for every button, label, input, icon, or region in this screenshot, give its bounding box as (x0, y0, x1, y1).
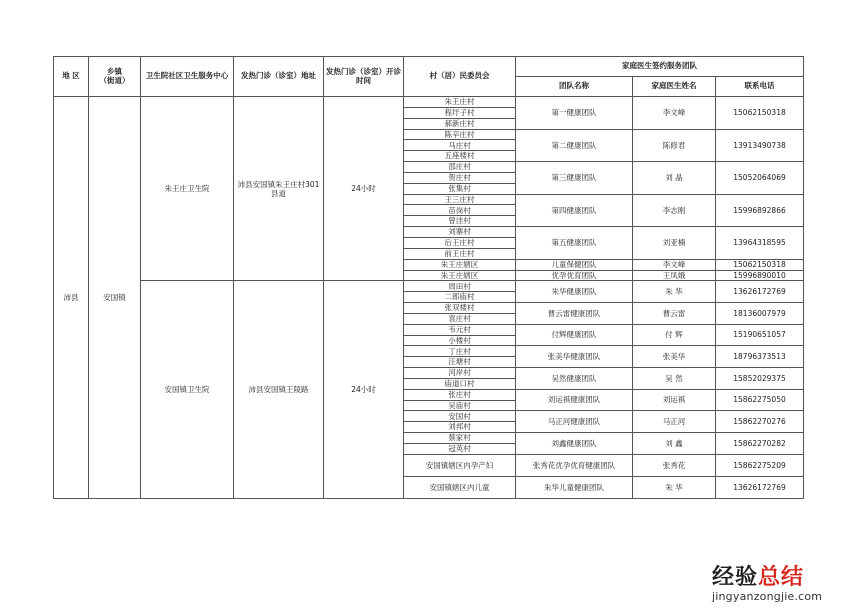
village-cell: 二郎庙村 (404, 292, 516, 303)
team-name-cell: 优孕优育团队 (516, 270, 633, 281)
doctor-name-cell: 陈修君 (633, 129, 716, 162)
header-phone: 联系电话 (716, 77, 804, 97)
doctor-name-cell: 王凤娥 (633, 270, 716, 281)
watermark (712, 560, 852, 603)
village-cell: 曾洼村 (404, 216, 516, 227)
village-cell: 小楼村 (404, 335, 516, 346)
phone-cell: 15052064069 (716, 162, 804, 195)
team-name-cell: 刘鑫健康团队 (516, 433, 633, 455)
clinic-hours-cell: 24小时 (324, 97, 404, 281)
team-name-cell: 第五健康团队 (516, 227, 633, 260)
team-name-cell: 刘运祺健康团队 (516, 389, 633, 411)
service-team-table (53, 56, 804, 499)
doctor-name-cell: 朱 华 (633, 281, 716, 303)
clinic-address-cell: 沛县安国镇朱王庄村301县道 (234, 97, 324, 281)
team-name-cell: 第二健康团队 (516, 129, 633, 162)
phone-cell: 13626172769 (716, 281, 804, 303)
doctor-name-cell: 刘运祺 (633, 389, 716, 411)
header-team-group: 家庭医生签约服务团队 (516, 57, 804, 77)
phone-cell: 15062150318 (716, 97, 804, 130)
team-name-cell: 第一健康团队 (516, 97, 633, 130)
phone-cell: 13964318595 (716, 227, 804, 260)
team-name-cell: 曹云雷健康团队 (516, 303, 633, 325)
village-cell: 韦元村 (404, 324, 516, 335)
village-cell: 前王庄村 (404, 248, 516, 259)
header-region: 地 区 (54, 57, 89, 97)
clinic-hours-cell: 24小时 (324, 281, 404, 499)
village-cell: 丁庄村 (404, 346, 516, 357)
doctor-name-cell: 刘亚楠 (633, 227, 716, 260)
doctor-name-cell: 张美华 (633, 346, 716, 368)
village-cell: 陈辛庄村 (404, 129, 516, 140)
phone-cell: 15862275209 (716, 454, 804, 476)
team-name-cell: 第四健康团队 (516, 194, 633, 227)
phone-cell: 18136007979 (716, 303, 804, 325)
village-cell: 朱王庄辖区 (404, 259, 516, 270)
village-cell: 安国村 (404, 411, 516, 422)
phone-cell: 18796373513 (716, 346, 804, 368)
phone-cell: 15862270282 (716, 433, 804, 455)
village-cell: 贺庄村 (404, 172, 516, 183)
team-name-cell: 儿童保健团队 (516, 259, 633, 270)
doctor-name-cell: 马正河 (633, 411, 716, 433)
clinic-address-cell: 沛县安国镇王陵路 (234, 281, 324, 499)
village-cell: 庙道口村 (404, 378, 516, 389)
phone-cell: 15862270276 (716, 411, 804, 433)
phone-cell: 15862275050 (716, 389, 804, 411)
table-row (54, 97, 804, 108)
village-cell: 张庄村 (404, 389, 516, 400)
table-row (54, 281, 804, 292)
village-cell: 刘寨村 (404, 227, 516, 238)
team-name-cell: 吴然健康团队 (516, 368, 633, 390)
village-cell: 蔡家村 (404, 433, 516, 444)
watermark-logo-text: 经验总结 (712, 564, 805, 590)
phone-cell: 15996892866 (716, 194, 804, 227)
village-cell: 王三庄村 (404, 194, 516, 205)
phone-cell: 13913490738 (716, 129, 804, 162)
header-village: 村（居）民委员会 (404, 57, 516, 97)
doctor-name-cell: 付 辉 (633, 324, 716, 346)
health-center-cell: 朱王庄卫生院 (141, 97, 234, 281)
village-cell: 周田村 (404, 281, 516, 292)
phone-cell: 15996890010 (716, 270, 804, 281)
doctor-name-cell: 李文峰 (633, 97, 716, 130)
village-cell: 河岸村 (404, 368, 516, 379)
table-body (54, 97, 804, 499)
doctor-name-cell: 李志刚 (633, 194, 716, 227)
phone-cell: 15190651057 (716, 324, 804, 346)
header-doctor-name: 家庭医生姓名 (633, 77, 716, 97)
village-cell: 张集村 (404, 183, 516, 194)
village-cell: 安国镇辖区内儿童 (404, 476, 516, 498)
village-cell: 朱王庄辖区 (404, 270, 516, 281)
phone-cell: 15852029375 (716, 368, 804, 390)
doctor-name-cell: 张秀花 (633, 454, 716, 476)
doctor-name-cell: 李文峰 (633, 259, 716, 270)
village-cell: 马庄村 (404, 140, 516, 151)
header-health-center: 卫生院社区卫生服务中心 (141, 57, 234, 97)
team-name-cell: 朱华儿童健康团队 (516, 476, 633, 498)
village-cell: 邵庄村 (404, 162, 516, 173)
team-name-cell: 第三健康团队 (516, 162, 633, 195)
village-cell: 程圩子村 (404, 107, 516, 118)
doctor-name-cell: 刘 晶 (633, 162, 716, 195)
header-team-name: 团队名称 (516, 77, 633, 97)
village-cell: 朱王庄村 (404, 97, 516, 108)
doctor-name-cell: 曹云雷 (633, 303, 716, 325)
watermark-url: jingyanzongjie.com (712, 590, 823, 603)
phone-cell: 15062150318 (716, 259, 804, 270)
doctor-name-cell: 朱 华 (633, 476, 716, 498)
doctor-name-cell: 吴 然 (633, 368, 716, 390)
header-town: 乡镇 （街道） (89, 57, 141, 97)
village-cell: 安国镇辖区内孕产妇 (404, 454, 516, 476)
village-cell: 后王庄村 (404, 237, 516, 248)
village-cell: 刘邦村 (404, 422, 516, 433)
village-cell: 郝新庄村 (404, 118, 516, 129)
town-cell: 安国镇 (89, 97, 141, 499)
village-cell: 汪塘村 (404, 357, 516, 368)
doctor-name-cell: 刘 鑫 (633, 433, 716, 455)
village-cell: 冠英村 (404, 444, 516, 455)
health-center-cell: 安国镇卫生院 (141, 281, 234, 499)
region-cell: 沛县 (54, 97, 89, 499)
village-cell: 袁庄村 (404, 313, 516, 324)
village-cell: 张双楼村 (404, 303, 516, 314)
village-cell: 吴庙村 (404, 400, 516, 411)
phone-cell: 13626172769 (716, 476, 804, 498)
team-name-cell: 张美华健康团队 (516, 346, 633, 368)
village-cell: 五座楼村 (404, 151, 516, 162)
team-name-cell: 付辉健康团队 (516, 324, 633, 346)
header-clinic-hours: 发热门诊（诊室）开诊时间 (324, 57, 404, 97)
village-cell: 苗岗村 (404, 205, 516, 216)
header-clinic-address: 发热门诊（诊室）地址 (234, 57, 324, 97)
team-name-cell: 马正河健康团队 (516, 411, 633, 433)
team-name-cell: 张秀花优孕优育健康团队 (516, 454, 633, 476)
team-name-cell: 朱华健康团队 (516, 281, 633, 303)
